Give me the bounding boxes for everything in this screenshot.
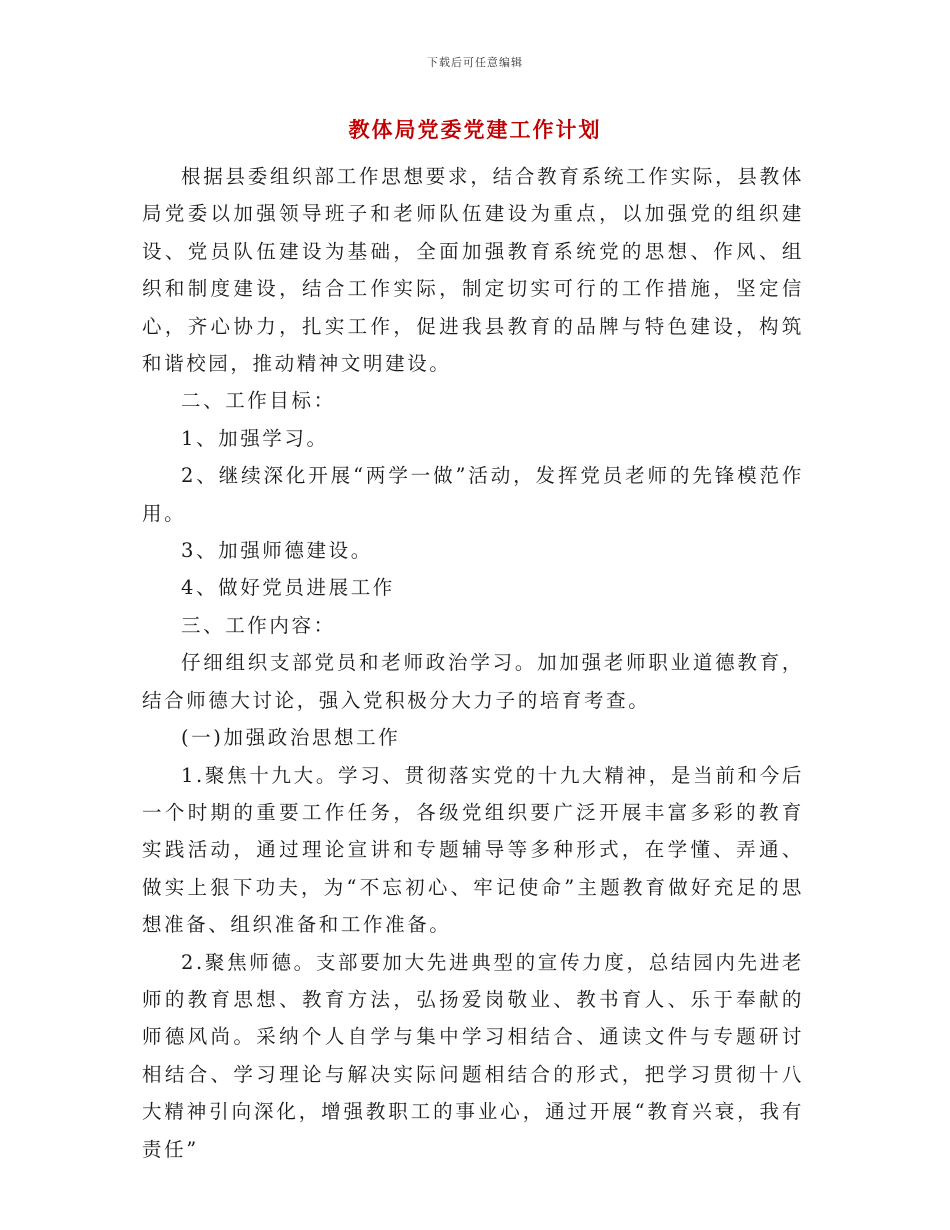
paragraph-item: 1.聚焦十九大。学习、贯彻落实党的十九大精神，是当前和今后一个时期的重要工作任务，各级党组织要广泛开展丰富多彩的教育实践活动，通过理论宣讲和专题辅导等多种形式，在学懂、弄通、做实上狠下功夫，为“不忘初心、牢记使命”主题教育做好充足的思想准备、组织准备和工作准备。	[142, 763, 804, 937]
subsection-heading: (一)加强政治思想工作	[181, 726, 401, 750]
document-body	[142, 158, 804, 1168]
section-heading-content: 三、工作内容：	[181, 613, 336, 637]
paragraph-item: 2.聚焦师德。支部要加大先进典型的宣传力度，总结园内先进老师的教育思想、教育方法，弘扬爱岗敬业、教书育人、乐于奉献的师德风尚。采纳个人自学与集中学习相结合、通读文件与专题研讨相结合、学习理论与解决实际问题相结合的形式，把学习贯彻十八大精神引向深化，增强教职工的事业心，通过开展“教育兴衰，我有责任”	[142, 950, 804, 1161]
paragraph-intro: 根据县委组织部工作思想要求，结合教育系统工作实际，县教体局党委以加强领导班子和老师队伍建设为重点，以加强党的组织建设、党员队伍建设为基础，全面加强教育系统党的思想、作风、组织和制度建设，结合工作实际，制定切实可行的工作措施，坚定信心，齐心协力，扎实工作，促进我县教育的品牌与特色建设，构筑和谐校园，推动精神文明建设。	[142, 165, 804, 376]
paragraph-study: 仔细组织支部党员和老师政治学习。加加强老师职业道德教育，结合师德大讨论，强入党积极分大力子的培育考查。	[142, 651, 804, 712]
goal-item: 1、加强学习。	[181, 426, 329, 450]
section-heading-goals: 二、工作目标：	[181, 389, 336, 413]
page-header: 下载后可任意编辑	[427, 56, 523, 69]
goal-item: 4、做好党员进展工作	[181, 576, 395, 600]
document-title: 教体局党委党建工作计划	[348, 117, 602, 142]
goal-item: 2、继续深化开展“两学一做”活动，发挥党员老师的先锋模范作用。	[142, 464, 804, 525]
goal-item: 3、加强师德建设。	[181, 539, 373, 563]
